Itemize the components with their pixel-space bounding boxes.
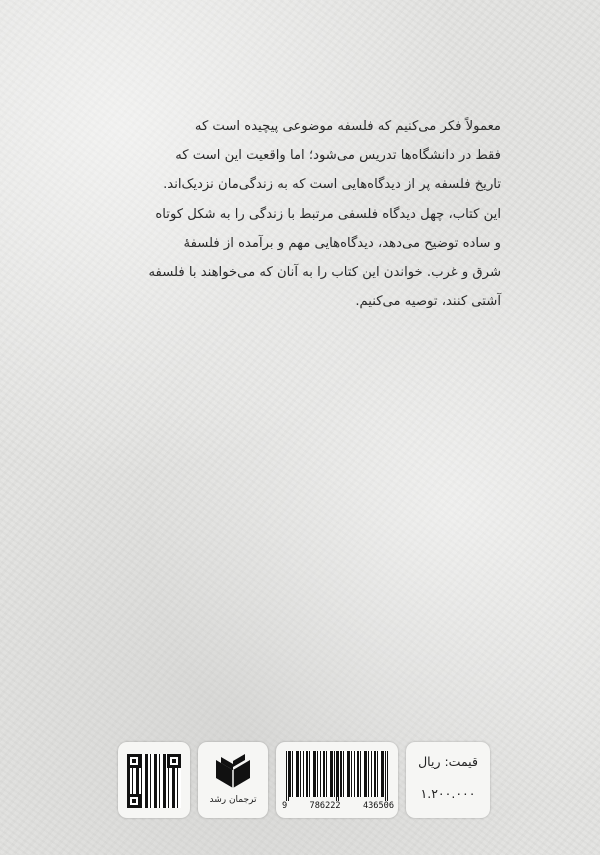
price-value: ۱.۲۰۰.۰۰۰ — [420, 786, 476, 801]
blurb-line: این کتاب، چهل دیدگاه فلسفی مرتبط با زندگی را به شکل کوتاه — [155, 206, 501, 222]
blurb-line: و ساده توضیح می‌دهد، دیدگاه‌هایی مهم و برآمده از فلسفهٔ — [183, 235, 501, 251]
barcode-digit-group-1: 786222 — [309, 801, 341, 811]
isbn-barcode-box — [276, 742, 398, 818]
barcode-digit-group-2: 436506 — [362, 801, 394, 811]
qr-code-icon — [127, 754, 181, 808]
blurb-line: معمولاً فکر می‌کنیم که فلسفه موضوعی پیچیده است که — [194, 119, 501, 134]
publisher-logo-box — [198, 742, 268, 818]
price-label: قیمت: ریال — [418, 754, 478, 769]
barcode-bars — [286, 751, 388, 797]
blurb-line: تاریخ فلسفه پر از دیدگاه‌هایی است که به زندگی‌مان نزدیک‌اند. — [163, 177, 501, 193]
barcode-digit-prefix: 9 — [282, 801, 288, 811]
price-box — [406, 742, 490, 818]
blurb-line: آشتی کنند، توصیه می‌کنیم. — [355, 294, 501, 310]
blurb-line: فقط در دانشگاه‌ها تدریس می‌شود؛ اما واقعیت این است که — [175, 148, 501, 164]
publisher-name: ترجمان رشد — [209, 795, 257, 805]
back-cover-blurb — [96, 112, 501, 316]
barcode-digits — [282, 801, 394, 811]
blurb-line: شرق و غرب. خواندن این کتاب را به آنان که می‌خواهند با فلسفه — [148, 265, 501, 281]
publisher-book-logo-icon — [212, 750, 254, 792]
cover-info-strip — [118, 742, 490, 818]
qr-code-box — [118, 742, 190, 818]
